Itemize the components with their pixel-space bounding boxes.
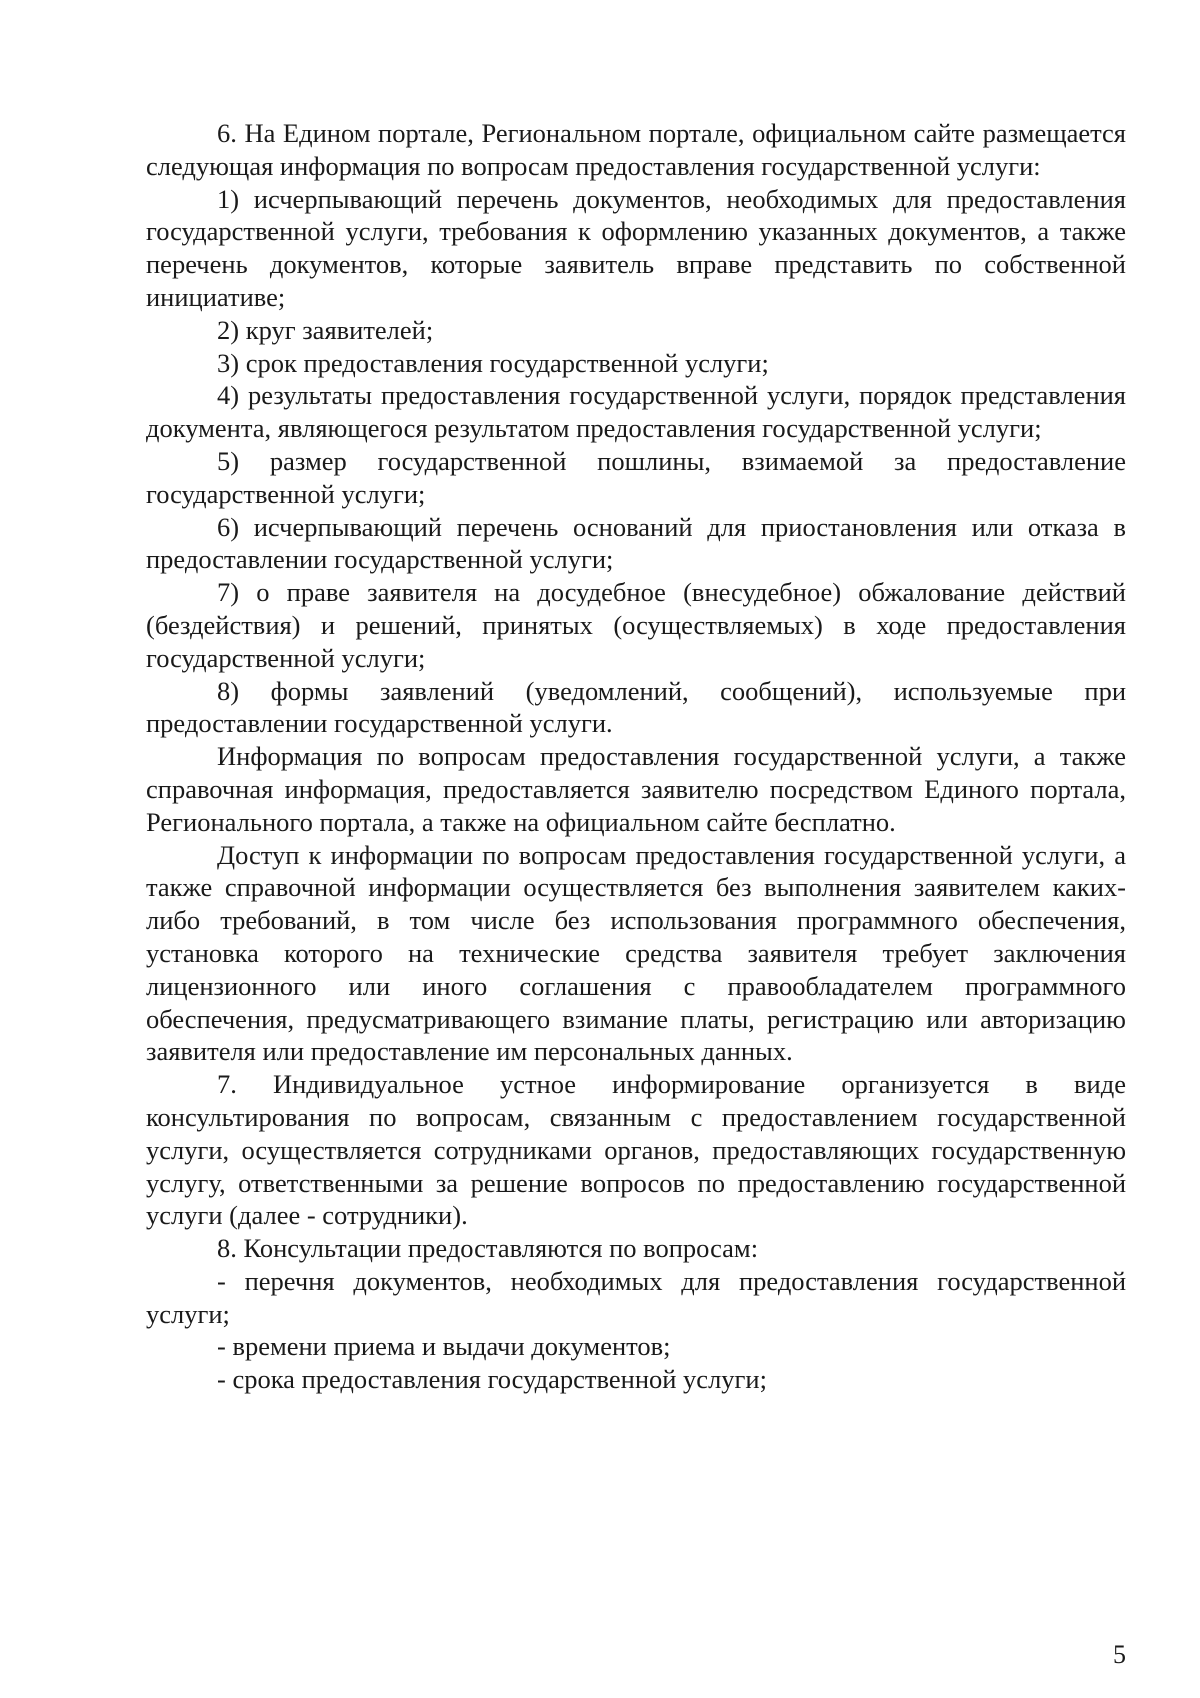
list-item-3: 3) срок предоставления государственной услуги; [217, 347, 769, 378]
dash-item-service-term: - срока предоставления государственной услуги; [217, 1364, 767, 1395]
paragraph-6-intro: 6. На Едином портале, Региональном портале, официальном сайте размещается следующая информация по вопросам предоставления государственной услуги: [146, 118, 1126, 181]
list-item-2: 2) круг заявителей; [217, 314, 434, 345]
list-item-6: 6) исчерпывающий перечень оснований для приостановления или отказа в предоставлении государственной услуги; [146, 511, 1126, 575]
list-item-7: 7) о праве заявителя на досудебное (внесудебное) обжалование действий (бездействия) и решений, принятых (осуществляемых) в ходе предоставления государственной услуги; [146, 577, 1126, 673]
list-item-8: 8) формы заявлений (уведомлений, сообщений), используемые при предоставлении государственной услуги. [146, 675, 1126, 739]
dash-item-documents: - перечня документов, необходимых для предоставления государственной услуги; [146, 1265, 1126, 1329]
paragraph-7-oral-info: 7. Индивидуальное устное информирование организуется в виде консультирования по вопросам, связанным с предоставлением государственной услуги, осуществляется сотрудниками органов, предоставляющих государственную услугу, ответственными за решение вопросов по предоставлению государственной услуги (далее - сотрудники). [146, 1069, 1126, 1231]
paragraph-access: Доступ к информации по вопросам предоставления государственной услуги, а также справочной информации осуществляется без выполнения заявителем каких-либо требований, в том числе без использования программного обеспечения, установка которого на технические средства заявителя требует заключения лицензионного или иного соглашения с правообладателем программного обеспечения, предусматривающего взимание платы, регистрацию или авторизацию заявителя или предоставление им персональных данных. [146, 839, 1126, 1067]
paragraph-info-free: Информация по вопросам предоставления государственной услуги, а также справочная информация, предоставляется заявителю посредством Единого портала, Регионального портала, а также на официальном сайте бесплатно. [146, 741, 1126, 837]
dash-item-reception-time: - времени приема и выдачи документов; [217, 1331, 671, 1362]
paragraph-8-consultations: 8. Консультации предоставляются по вопросам: [217, 1233, 759, 1264]
list-item-4: 4) результаты предоставления государственной услуги, порядок представления документа, являющегося результатом предоставления государственной услуги; [146, 380, 1126, 444]
list-item-1: 1) исчерпывающий перечень документов, необходимых для предоставления государственной услуги, требования к оформлению указанных документов, а также перечень документов, которые заявитель вправе представить по собственной инициативе; [146, 183, 1126, 312]
page-number: 5 [1113, 1640, 1126, 1669]
list-item-5: 5) размер государственной пошлины, взимаемой за предоставление государственной услуги; [146, 445, 1126, 509]
document-body [146, 117, 1126, 1396]
